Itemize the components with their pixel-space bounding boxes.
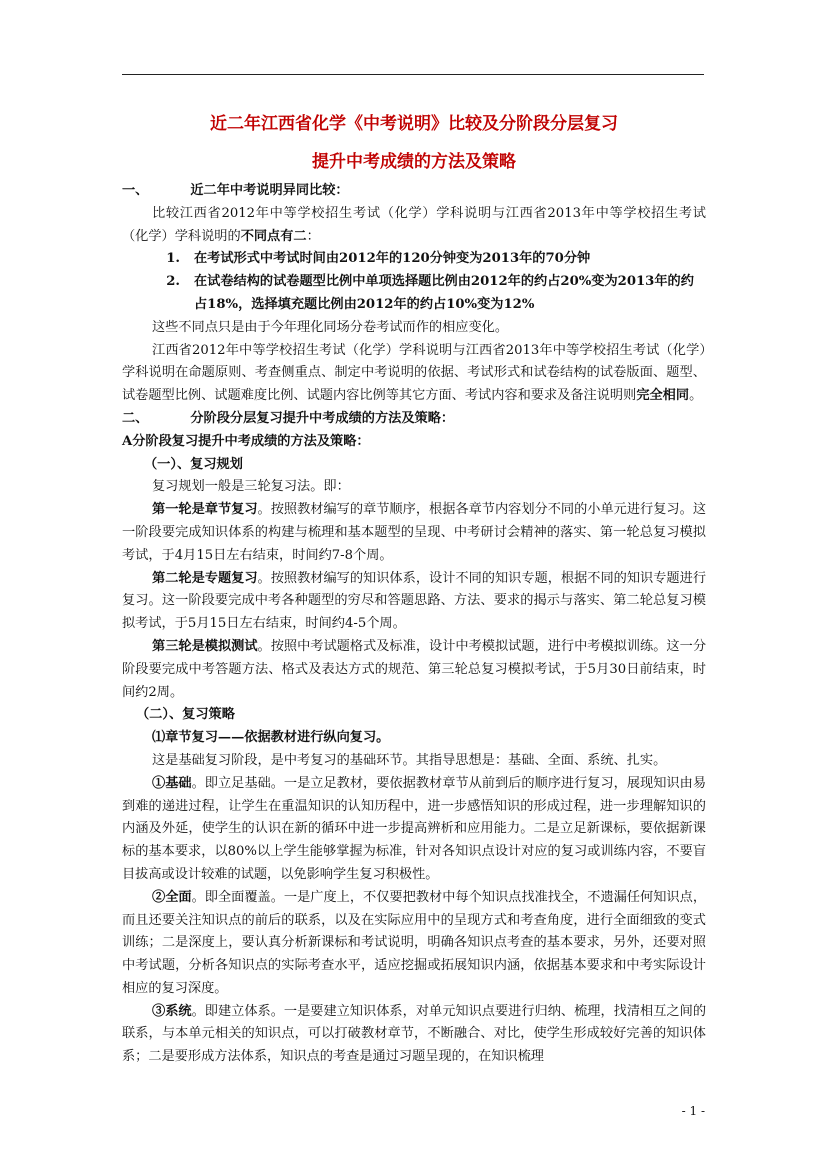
p3-end: 。 — [689, 388, 703, 404]
strategy-1-heading: ⑴章节复习——依据教材进行纵向复习。 — [152, 730, 390, 746]
p3-text: 江西省2012年中等学校招生考试（化学）学科说明与江西省2013年中等学校招生考试（化学）学科说明在命题原则、考查侧重点、制定中考说明的依据、考试形式和试卷结构的试卷版面、题型、试卷题型比例、试题难度比例、试题内容比例等其它方面、考试内容和要求及备注说明则 — [122, 342, 706, 404]
round-2-paragraph — [122, 568, 706, 636]
title-line-2: 提升中考成绩的方法及策略 — [312, 152, 516, 172]
strategy-heading: （二）、复习策略 — [136, 707, 235, 723]
section-1-paragraph-1 — [122, 203, 706, 249]
system-label: ③系统 — [152, 1003, 192, 1019]
round-3-paragraph — [122, 636, 706, 704]
round-3-label: 第三轮是模拟测试 — [152, 638, 258, 654]
round-2-text: 。按照教材编写的知识体系，设计不同的知识专题，根据不同的知识专题进行复习。这一阶段要完成中考各种题型的穷尽和答题思路、方法、要求的揭示与落实、第二轮总复习模拟考试，于5月15日左右结束，时间约4-5个周。 — [122, 570, 707, 632]
list-item-2 — [122, 271, 706, 317]
section-1-heading — [122, 180, 706, 203]
basis-paragraph — [122, 773, 706, 887]
document-body — [122, 104, 706, 1069]
comprehensive-paragraph — [122, 887, 706, 1001]
list-item-2-number: 2. — [166, 274, 180, 290]
section-1-title: 近二年中考说明异同比较： — [190, 183, 349, 198]
list-item-1 — [122, 248, 706, 271]
subsection-a-heading: A分阶段复习提升中考成绩的方法及策略： — [122, 433, 370, 449]
title-line-1: 近二年江西省化学《中考说明》比较及分阶段分层复习 — [210, 114, 618, 134]
plan-heading: （一）、复习规划 — [144, 456, 243, 472]
comprehensive-label: ②全面 — [152, 889, 192, 905]
system-paragraph — [122, 1001, 706, 1069]
strategy-1-intro: 这是基础复习阶段，是中考复习的基础环节。其指导思想是：基础、全面、系统、扎实。 — [152, 752, 667, 768]
header-rule — [122, 74, 704, 75]
page-number: - 1 - — [681, 1104, 705, 1118]
basis-label: ①基础 — [152, 775, 192, 791]
section-2-heading — [122, 408, 706, 431]
comprehensive-text: 。即全面覆盖。一是广度上，不仅要把教材中每个知识点找准找全，不遗漏任何知识点，而且还要关注知识点的前后的联系，以及在实际应用中的呈现方式和考查角度，进行全面细致的变式训练；二是深度上，要认真分析新课标和考试说明，明确各知识点考查的基本要求，另外，还要对照中考试题，分析各知识点的实际考查水平，适应挖掘或拓展知识内涵，依据基本要求和中考实际设计相应的复习深度。 — [122, 889, 707, 996]
p3-bold: 完全相同 — [636, 388, 690, 404]
round-1-text: 。按照教材编写的章节顺序，根据各章节内容划分不同的小单元进行复习。这一阶段要完成知识体系的构建与梳理和基本题型的呈现、中考研讨会精神的落实、第一轮总复习模拟考试，于4月15日左右结束，时间约7-8个周。 — [122, 502, 707, 563]
basis-text: 。即立足基础。一是立足教材，要依据教材章节从前到后的顺序进行复习，展现知识由易到难的递进过程，让学生在重温知识的认知历程中，进一步感悟知识的形成过程，进一步理解知识的内涵及外延，使学生的认识在新的循环中进一步提高辨析和应用能力。二是立足新课标，要依据新课标的基本要求，以80%以上学生能够掌握为标准，针对各知识点设计对应的复习或训练内容，不要盲目拔高或设计较难的试题，以免影响学生复习积极性。 — [122, 775, 707, 882]
section-1-paragraph-2: 这些不同点只是由于今年理化同场分卷考试而作的相应变化。 — [152, 319, 509, 335]
round-1-label: 第一轮是章节复习 — [152, 502, 258, 518]
p1-bold: 不同点有二 — [240, 228, 307, 244]
system-text: 。即建立体系。一是要建立知识体系，对单元知识点要进行归纳、梳理，找清相互之间的联系，与本单元相关的知识点，可以打破教材章节，不断融合、对比，使学生形成较好完善的知识体系；二是要形成方法体系，知识点的考查是通过习题呈现的，在知识梳理 — [122, 1003, 707, 1065]
p1-end: ： — [306, 228, 320, 244]
section-2-number: 二、 — [122, 410, 149, 426]
round-3-text: 。按照中考试题格式及标准，设计中考模拟试题，进行中考模拟训练。这一分阶段要完成中考答题方法、格式及表达方式的规范、第三轮总复习模拟考试，于5月30日前结束，时间约2周。 — [122, 638, 707, 700]
round-2-label: 第二轮是专题复习 — [152, 570, 258, 586]
list-item-1-text: 在考试形式中考试时间由2012年的120分钟变为2013年的70分钟 — [194, 251, 591, 267]
list-item-2-text: 在试卷结构的试卷题型比例中单项选择题比例由2012年的约占20%变为2013年的约占18%，选择填充题比例由2012年的约占10%变为12% — [194, 274, 694, 312]
section-1-paragraph-3 — [122, 340, 706, 408]
round-1-paragraph — [122, 499, 706, 567]
plan-intro: 复习规划一般是三轮复习法。即： — [152, 479, 350, 495]
p1-text: 比较江西省2012年中等学校招生考试（化学）学科说明与江西省2013年中等学校招生考试（化学）学科说明的 — [122, 205, 706, 244]
section-1-number: 一、 — [122, 183, 149, 198]
section-2-title: 分阶段分层复习提升中考成绩的方法及策略： — [190, 410, 455, 426]
list-item-1-number: 1. — [166, 251, 180, 267]
